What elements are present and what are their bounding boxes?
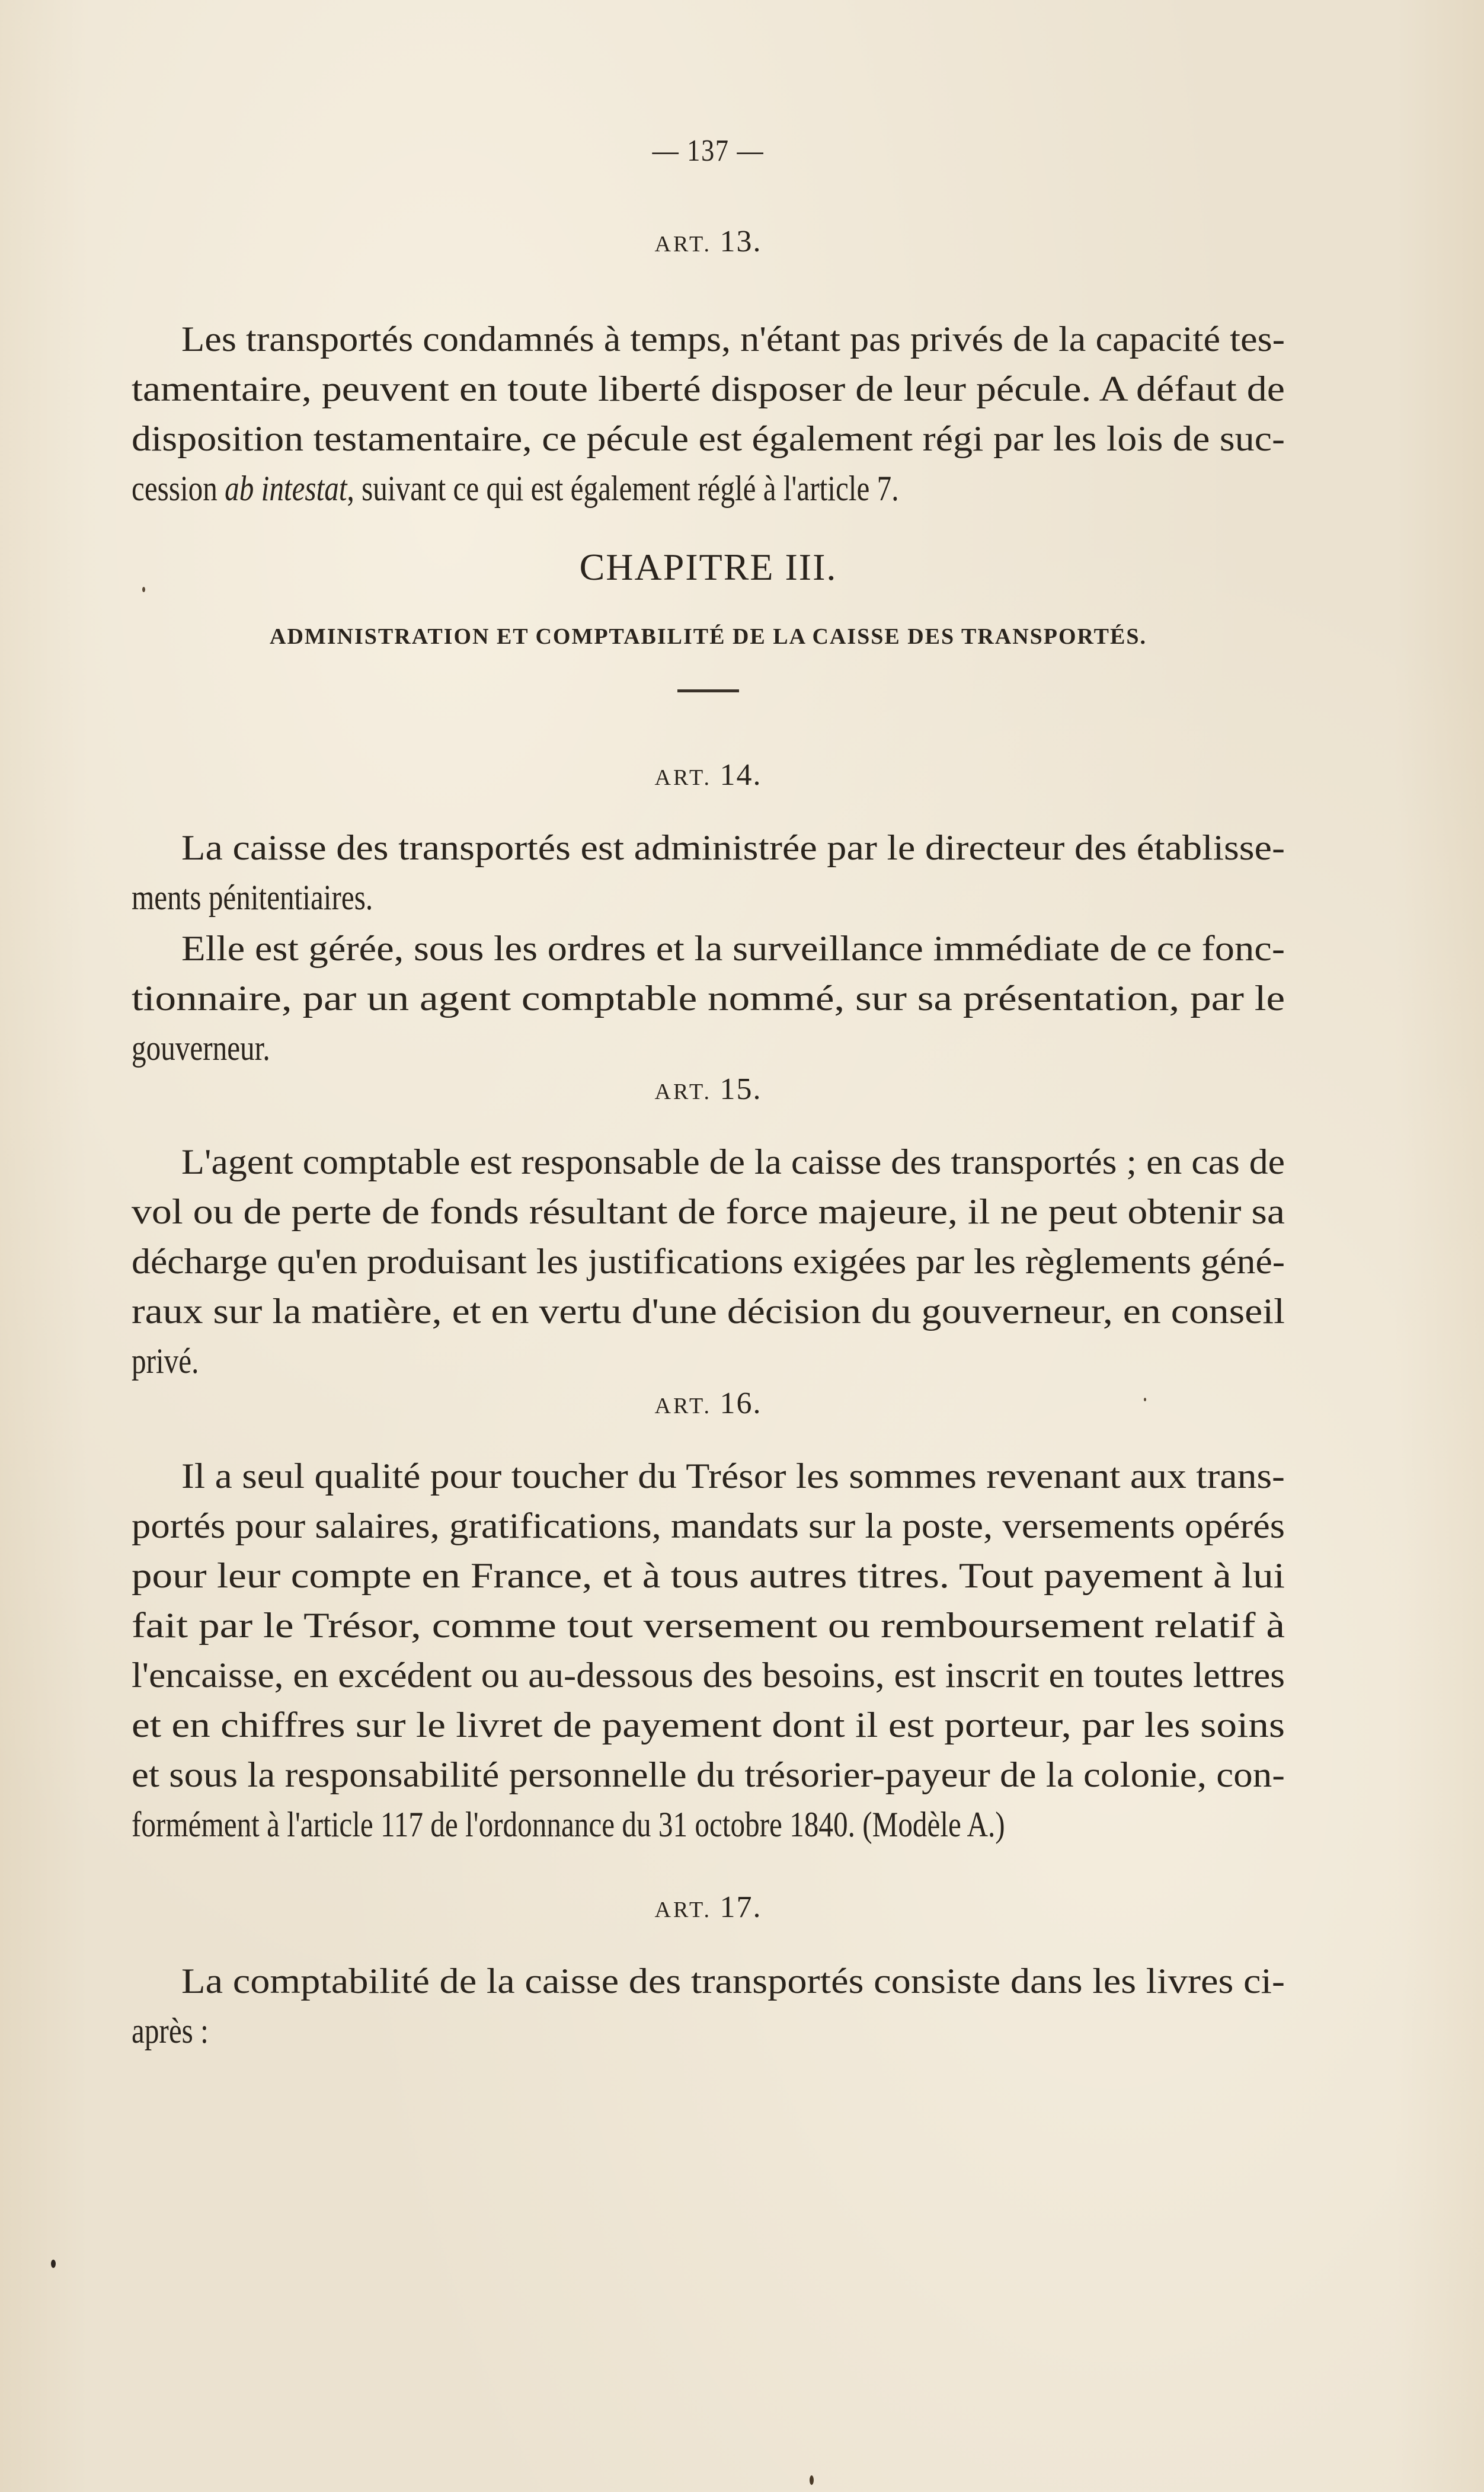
text-line: pour leur compte en France, et à tous autres titres. Tout payement à lui xyxy=(132,1556,1285,1595)
text-line: tionnaire, par un agent comptable nommé, sur sa présentation, par le xyxy=(132,979,1285,1018)
article-label: ART. xyxy=(654,1897,712,1922)
section-divider xyxy=(677,689,739,692)
article-label: ART. xyxy=(654,1394,712,1418)
text-line: et en chiffres sur le livret de payement dont il est porteur, par les soins xyxy=(132,1705,1285,1745)
text-line: gouverneur. xyxy=(132,1028,270,1068)
text-line: cession ab intestat, suivant ce qui est également réglé à l'article 7. xyxy=(132,469,899,508)
text-line: Elle est gérée, sous les ordres et la surveillance immédiate de ce fonc- xyxy=(181,929,1285,968)
article-number: 15. xyxy=(719,1072,762,1106)
page-number: — 137 — xyxy=(652,134,765,168)
article-number: 17. xyxy=(719,1890,762,1924)
text-line: vol ou de perte de fonds résultant de force majeure, il ne peut obtenir sa xyxy=(132,1192,1285,1231)
article-heading-14 xyxy=(132,758,1285,793)
text-line: La comptabilité de la caisse des transportés consiste dans les livres ci- xyxy=(181,1961,1285,2001)
text-line: après : xyxy=(132,2011,209,2050)
article-14-paragraph-2 xyxy=(132,924,1285,1073)
text-line: privé. xyxy=(132,1341,199,1381)
article-number: 13. xyxy=(719,225,762,258)
article-15-paragraph xyxy=(132,1137,1285,1386)
article-number: 16. xyxy=(719,1386,762,1420)
text-line: portés pour salaires, gratifications, mandats sur la poste, versements opérés xyxy=(132,1506,1285,1545)
article-heading-17 xyxy=(132,1890,1285,1925)
article-heading-16 xyxy=(132,1386,1285,1421)
text-line: Il a seul qualité pour toucher du Trésor les sommes revenant aux trans- xyxy=(181,1456,1285,1496)
paper-speck xyxy=(51,2260,56,2268)
article-14-paragraph-1 xyxy=(132,823,1285,922)
text-line: et sous la responsabilité personnelle du trésorier-payeur de la colonie, con- xyxy=(132,1755,1285,1794)
article-heading-15 xyxy=(132,1072,1285,1107)
article-17-paragraph xyxy=(132,1956,1285,2056)
text-line: L'agent comptable est responsable de la caisse des transportés ; en cas de xyxy=(181,1142,1285,1181)
chapter-title: CHAPITRE III. xyxy=(579,546,837,588)
text-line: tamentaire, peuvent en toute liberté disposer de leur pécule. A défaut de xyxy=(132,369,1285,408)
paper-speck xyxy=(1144,1398,1146,1401)
chapter-subtitle: ADMINISTRATION ET COMPTABILITÉ DE LA CAISSE DES TRANSPORTÉS. xyxy=(270,624,1147,649)
article-label: ART. xyxy=(654,1079,712,1104)
article-16-paragraph xyxy=(132,1451,1285,1849)
article-label: ART. xyxy=(654,232,712,257)
text-line: ments pénitentiaires. xyxy=(132,878,373,917)
text-line: raux sur la matière, et en vertu d'une décision du gouverneur, en conseil xyxy=(132,1292,1285,1331)
article-heading-13 xyxy=(132,224,1285,259)
article-number: 14. xyxy=(719,758,762,792)
text-line: Les transportés condamnés à temps, n'étant pas privés de la capacité tes- xyxy=(181,320,1285,359)
text-line: fait par le Trésor, comme tout versement ou remboursement relatif à xyxy=(132,1606,1285,1645)
paper-speck xyxy=(142,587,145,592)
article-label: ART. xyxy=(654,765,712,790)
text-line: l'encaisse, en excédent ou au-dessous des besoins, est inscrit en toutes lettres xyxy=(132,1656,1285,1695)
paper-speck xyxy=(810,2475,814,2485)
article-13-paragraph xyxy=(132,314,1285,513)
text-line: formément à l'article 117 de l'ordonnance du 31 octobre 1840. (Modèle A.) xyxy=(132,1805,1005,1844)
italic-phrase: ab intestat xyxy=(225,469,347,508)
text-line: décharge qu'en produisant les justifications exigées par les règlements géné- xyxy=(132,1242,1285,1281)
text-line: La caisse des transportés est administrée par le directeur des établisse- xyxy=(181,828,1285,867)
text-line: disposition testamentaire, ce pécule est également régi par les lois de suc- xyxy=(132,419,1285,458)
